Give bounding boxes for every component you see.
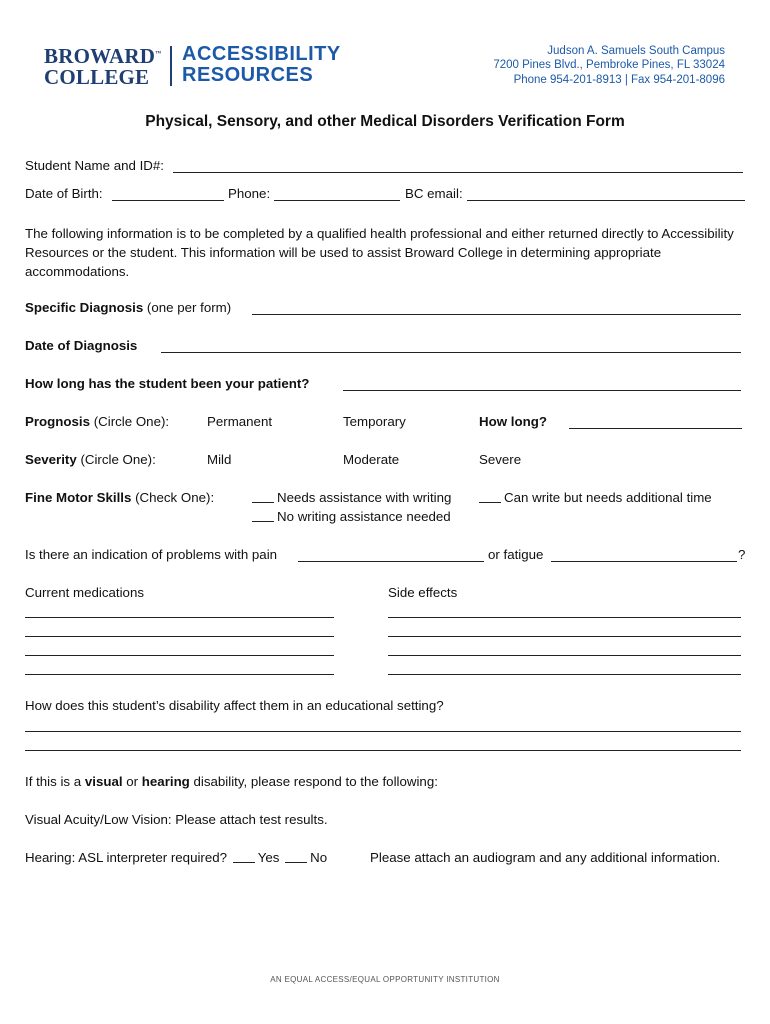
side-effects-line[interactable] [388, 617, 741, 618]
education-question: How does this student’s disability affect them in an educational setting? [25, 698, 444, 713]
intro-paragraph: The following information is to be completed by a qualified health professional and either returned directly to Accessibility Resources or the student. This information will be used to assist Broward College in determining appropriate accommodations. [25, 226, 734, 279]
hearing-question: Hearing: ASL interpreter required? Yes No [25, 850, 328, 865]
logo-divider [170, 46, 172, 86]
form-title: Physical, Sensory, and other Medical Disorders Verification Form [145, 113, 625, 130]
how-long-label: How long? [479, 414, 547, 429]
current-medications-label: Current medications [25, 585, 144, 600]
dob-field[interactable] [112, 200, 224, 201]
checkbox-line[interactable] [252, 502, 274, 503]
severity-option-mild[interactable]: Mild [207, 452, 232, 467]
medication-line[interactable] [25, 636, 334, 637]
dob-label: Date of Birth: [25, 186, 103, 201]
asl-no-blank[interactable] [285, 862, 307, 863]
side-effects-line[interactable] [388, 655, 741, 656]
bc-email-field[interactable] [467, 200, 745, 201]
phone-field[interactable] [274, 200, 400, 201]
pain-field[interactable] [298, 561, 484, 562]
broward-college-logo: BROWARD™ COLLEGE [44, 44, 162, 89]
specific-diagnosis-label: Specific Diagnosis (one per form) [25, 300, 232, 315]
checkbox-line[interactable] [252, 521, 274, 522]
phone-label: Phone: [228, 186, 271, 201]
fine-motor-option-additional-time[interactable]: Can write but needs additional time [479, 490, 712, 506]
side-effects-line[interactable] [388, 674, 741, 675]
fatigue-label: or fatigue [488, 547, 544, 562]
how-long-field[interactable] [569, 428, 742, 429]
campus-name: Judson A. Samuels South Campus [547, 45, 725, 57]
bc-email-label: BC email: [405, 186, 463, 201]
campus-address: 7200 Pines Blvd., Pembroke Pines, FL 33024 [493, 59, 725, 72]
visual-hearing-instruction: If this is a visual or hearing disability, please respond to the following: [25, 774, 438, 789]
prognosis-label: Prognosis (Circle One): [25, 414, 170, 429]
medication-line[interactable] [25, 674, 334, 675]
student-name-label: Student Name and ID#: [25, 158, 164, 173]
visual-acuity-note: Visual Acuity/Low Vision: Please attach test results. [25, 812, 328, 827]
campus-contact [493, 44, 725, 87]
medication-line[interactable] [25, 655, 334, 656]
patient-duration-label: How long has the student been your patient? [25, 376, 310, 391]
date-of-diagnosis-field[interactable] [161, 352, 741, 353]
prognosis-option-permanent[interactable]: Permanent [207, 414, 273, 429]
fatigue-field[interactable] [551, 561, 737, 562]
audiogram-note: Please attach an audiogram and any additional information. [370, 850, 721, 865]
side-effects-label: Side effects [388, 585, 458, 600]
accessibility-resources-logo: ACCESSIBILITY RESOURCES [182, 43, 341, 86]
specific-diagnosis-field[interactable] [252, 314, 741, 315]
medication-line[interactable] [25, 617, 334, 618]
asl-yes-blank[interactable] [233, 862, 255, 863]
education-answer-line[interactable] [25, 731, 741, 732]
date-of-diagnosis-label: Date of Diagnosis [25, 338, 138, 353]
side-effects-line[interactable] [388, 636, 741, 637]
severity-option-severe[interactable]: Severe [479, 452, 522, 467]
education-answer-line[interactable] [25, 750, 741, 751]
patient-duration-field[interactable] [343, 390, 741, 391]
student-name-field[interactable] [173, 172, 743, 173]
fine-motor-option-needs-assistance[interactable]: Needs assistance with writing [252, 490, 451, 506]
fine-motor-label: Fine Motor Skills (Check One): [25, 490, 215, 505]
fine-motor-option-no-assistance[interactable]: No writing assistance needed [252, 509, 451, 525]
pain-question-end: ? [738, 547, 746, 562]
prognosis-option-temporary[interactable]: Temporary [343, 414, 406, 429]
footer-statement: AN EQUAL ACCESS/EQUAL OPPORTUNITY INSTITUTION [270, 975, 500, 984]
severity-label: Severity (Circle One): [25, 452, 156, 467]
pain-question: Is there an indication of problems with pain [25, 547, 278, 562]
severity-option-moderate[interactable]: Moderate [343, 452, 400, 467]
campus-phone: Phone 954-201-8913 | Fax 954-201-8096 [513, 73, 725, 86]
checkbox-line[interactable] [479, 502, 501, 503]
